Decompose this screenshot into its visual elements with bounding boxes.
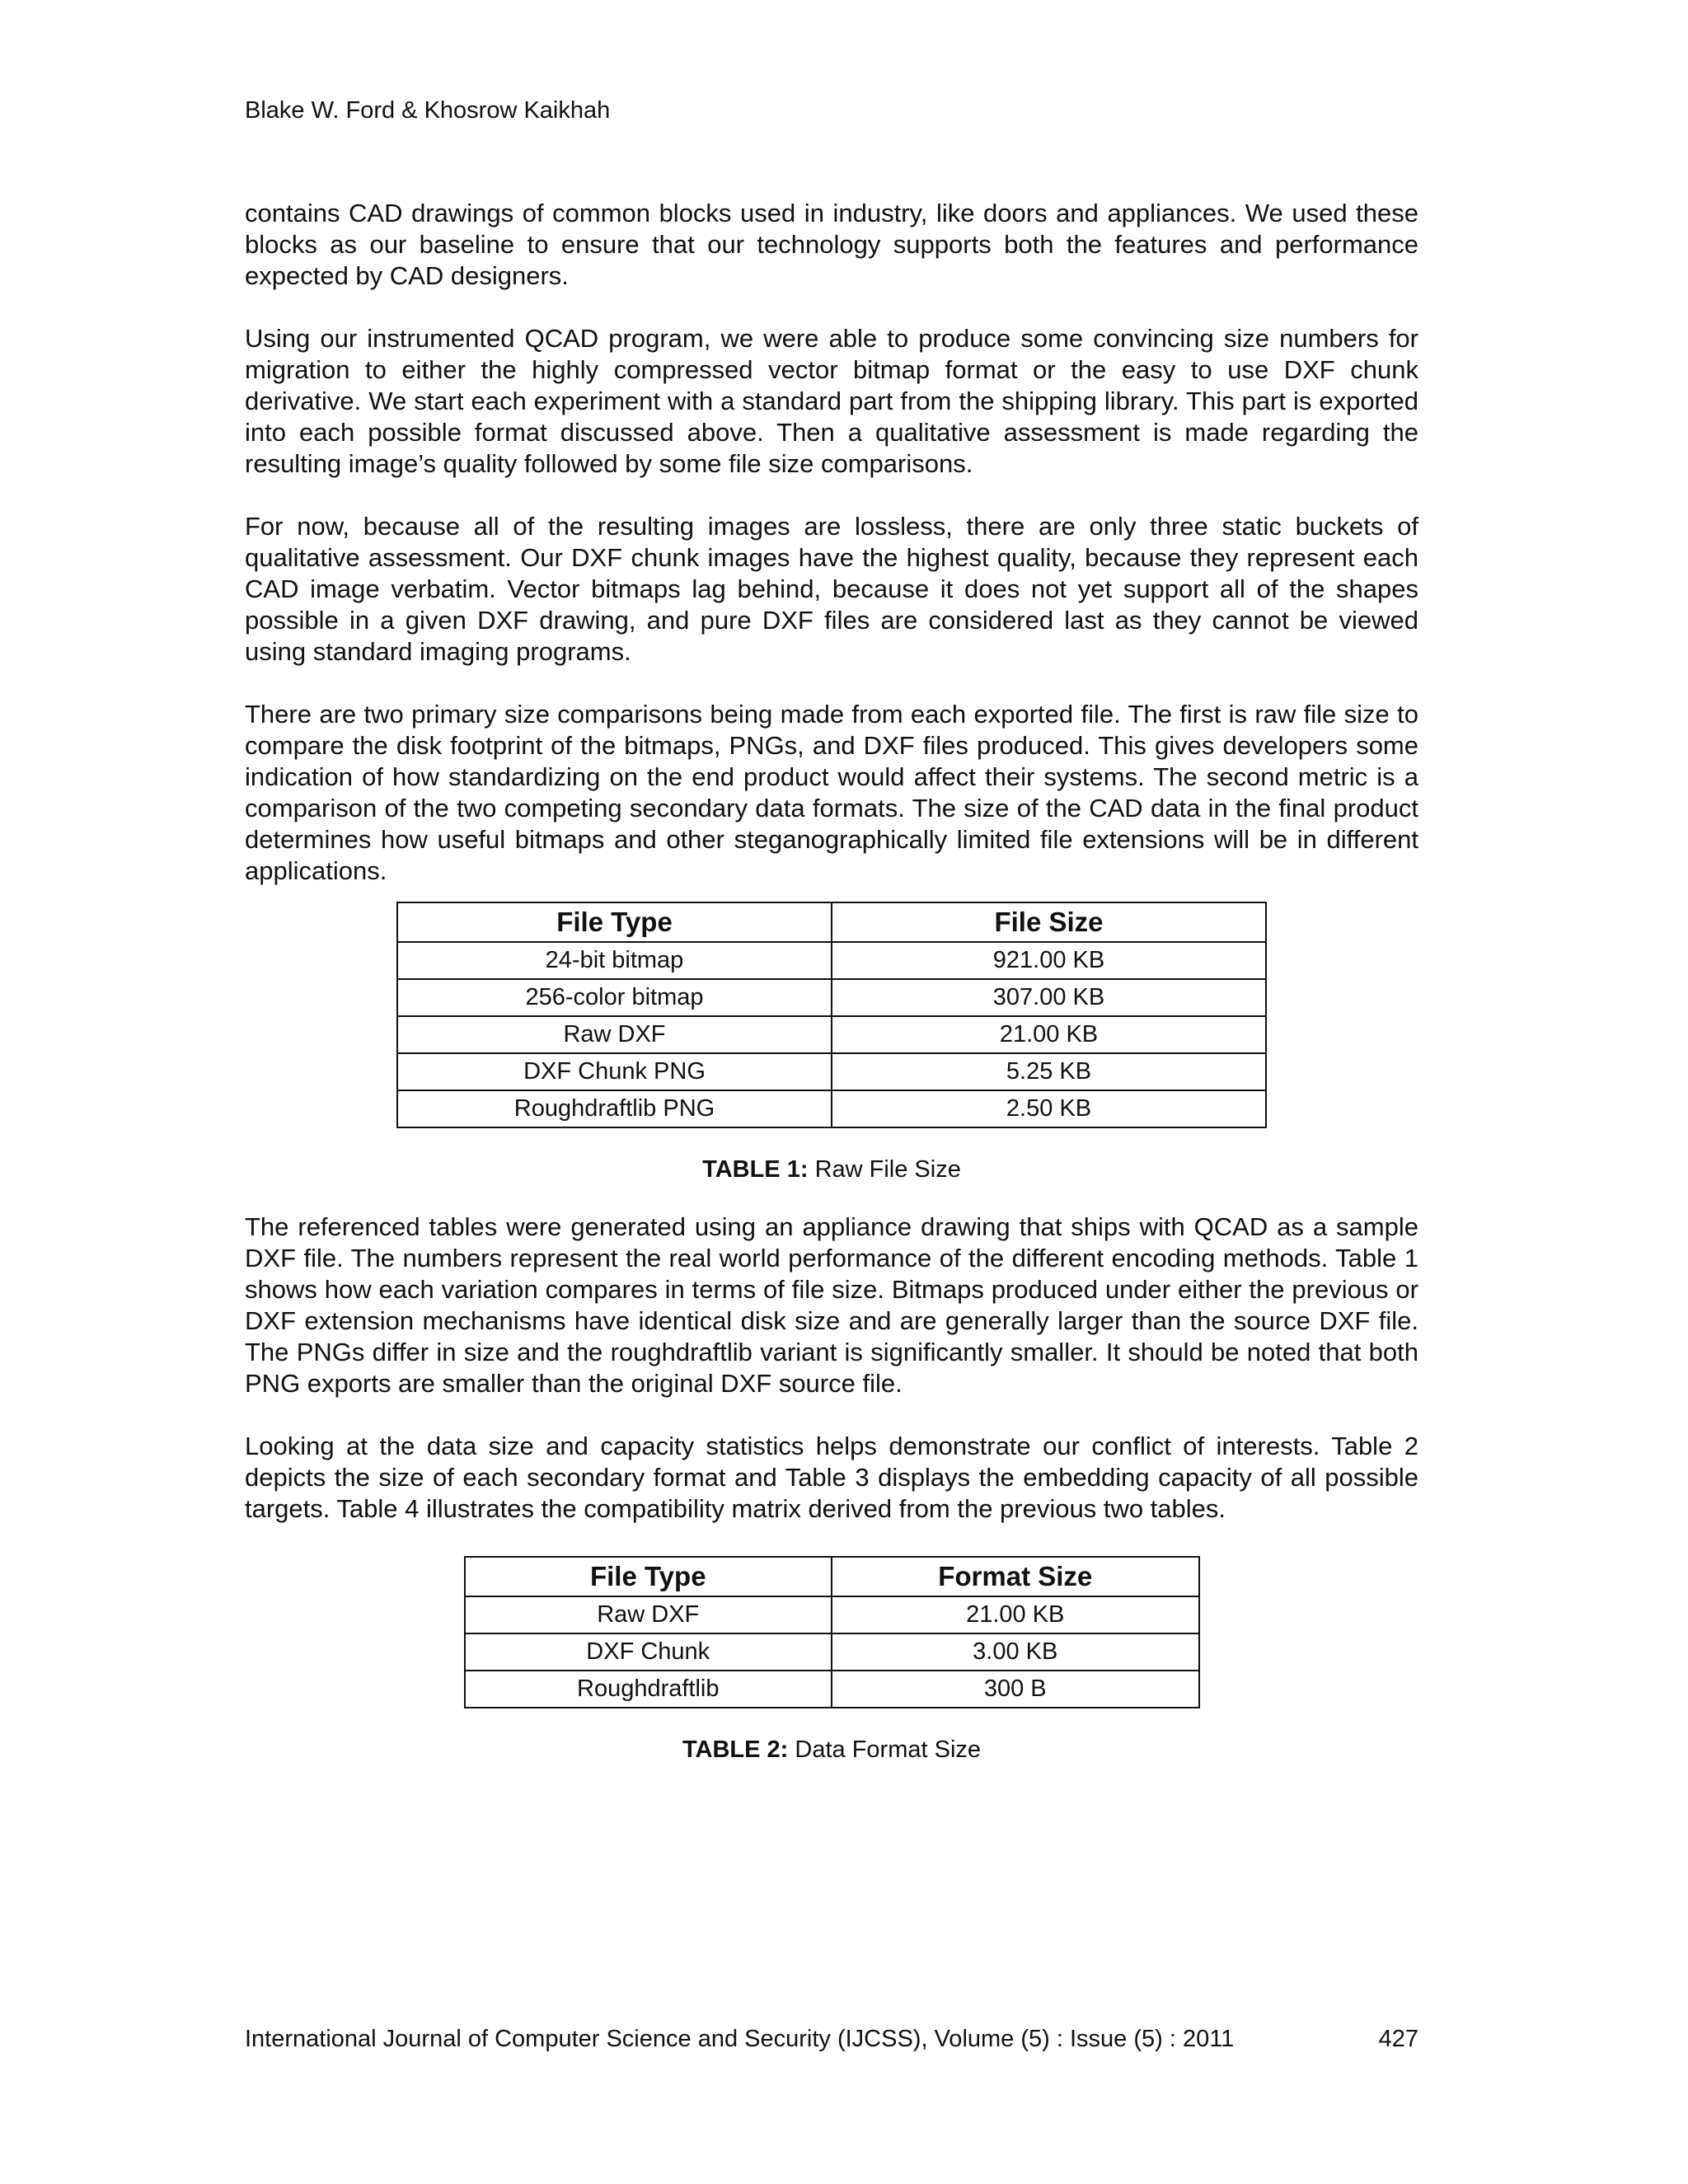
table-header-cell: Format Size [832, 1557, 1199, 1596]
table-header-cell: File Size [832, 902, 1266, 942]
table-cell: 921.00 KB [832, 942, 1266, 979]
caption-label: TABLE 1: [702, 1156, 809, 1183]
table-header-cell: File Type [465, 1557, 832, 1596]
paragraph-6: Looking at the data size and capacity statistics helps demonstrate our conflict of interests. Table 2 depicts the size of each secondary format and Table 3 displays the embedding capacity of all possible targets. Table 4 illustrates the compatibility matrix derived from the previous two tables. [245, 1432, 1418, 1523]
table-2-caption [245, 1736, 1418, 1764]
table-row [397, 942, 1266, 979]
table-cell: DXF Chunk [465, 1633, 832, 1671]
table-cell: 2.50 KB [832, 1090, 1266, 1127]
table-cell: 300 B [832, 1671, 1199, 1708]
table-header-row [465, 1557, 1199, 1596]
table-row [397, 1090, 1266, 1127]
table-row [397, 1016, 1266, 1053]
table-raw-file-size [396, 902, 1267, 1128]
paragraph-1: contains CAD drawings of common blocks used in industry, like doors and appliances. We used these blocks as our baseline to ensure that our technology supports both the features and performance expected by CAD designers. [245, 199, 1418, 290]
paragraph-4: There are two primary size comparisons being made from each exported file. The first is raw file size to compare the disk footprint of the bitmaps, PNGs, and DXF files produced. This gives developers some indication of how standardizing on the end product would affect their systems. The second metric is a comparison of the two competing secondary data formats. The size of the CAD data in the final product determines how useful bitmaps and other steganographically limited file extensions will be in different applications. [245, 700, 1418, 885]
table-cell: Roughdraftlib PNG [397, 1090, 832, 1127]
table-cell: Raw DXF [465, 1596, 832, 1633]
paragraph-2: Using our instrumented QCAD program, we were able to produce some convincing size numbers for migration to either the highly compressed vector bitmap format or the easy to use DXF chunk derivative. We start each experiment with a standard part from the shipping library. This part is exported into each possible format discussed above. Then a qualitative assessment is made regarding the resulting image’s quality followed by some file size comparisons. [245, 324, 1418, 478]
body-content [245, 198, 1418, 1792]
table-cell: 21.00 KB [832, 1016, 1266, 1053]
table-row [465, 1596, 1199, 1633]
table-cell: Raw DXF [397, 1016, 832, 1053]
table-row [465, 1633, 1199, 1671]
table-row [397, 979, 1266, 1016]
table-cell: Roughdraftlib [465, 1671, 832, 1708]
table-data-format-size [464, 1556, 1200, 1708]
page-number: 427 [1378, 2026, 1418, 2052]
table-1-caption [245, 1156, 1418, 1183]
table-cell: 21.00 KB [832, 1596, 1199, 1633]
table-header-cell: File Type [397, 902, 832, 942]
paragraph-5: The referenced tables were generated using an appliance drawing that ships with QCAD as a sample DXF file. The numbers represent the real world performance of the different encoding methods. Table 1 shows how each variation compares in terms of file size. Bitmaps produced under either the previous or DXF extension mechanisms have identical disk size and are generally larger than the source DXF file. The PNGs differ in size and the roughdraftlib variant is significantly smaller. It should be noted that both PNG exports are smaller than the original DXF source file. [245, 1212, 1418, 1398]
caption-text: Data Format Size [795, 1736, 982, 1763]
table-cell: 307.00 KB [832, 979, 1266, 1016]
caption-text: Raw File Size [814, 1156, 961, 1183]
running-header: Blake W. Ford & Khosrow Kaikhah [245, 97, 611, 124]
table-cell: 256-color bitmap [397, 979, 832, 1016]
table-cell: 24-bit bitmap [397, 942, 832, 979]
table-cell: 5.25 KB [832, 1053, 1266, 1090]
table-row [397, 1053, 1266, 1090]
table-header-row [397, 902, 1266, 942]
caption-label: TABLE 2: [682, 1736, 789, 1763]
page-footer [245, 2026, 1418, 2053]
paragraph-3: For now, because all of the resulting images are lossless, there are only three static buckets of qualitative assessment. Our DXF chunk images have the highest quality, because they represent each CAD image verbatim. Vector bitmaps lag behind, because it does not yet support all of the shapes possible in a given DXF drawing, and pure DXF files are considered last as they cannot be viewed using standard imaging programs. [245, 512, 1418, 666]
table-row [465, 1671, 1199, 1708]
table-cell: 3.00 KB [832, 1633, 1199, 1671]
journal-citation: International Journal of Computer Science and Security (IJCSS), Volume (5) : Issue (5) : 2011 [245, 2026, 1235, 2052]
table-cell: DXF Chunk PNG [397, 1053, 832, 1090]
